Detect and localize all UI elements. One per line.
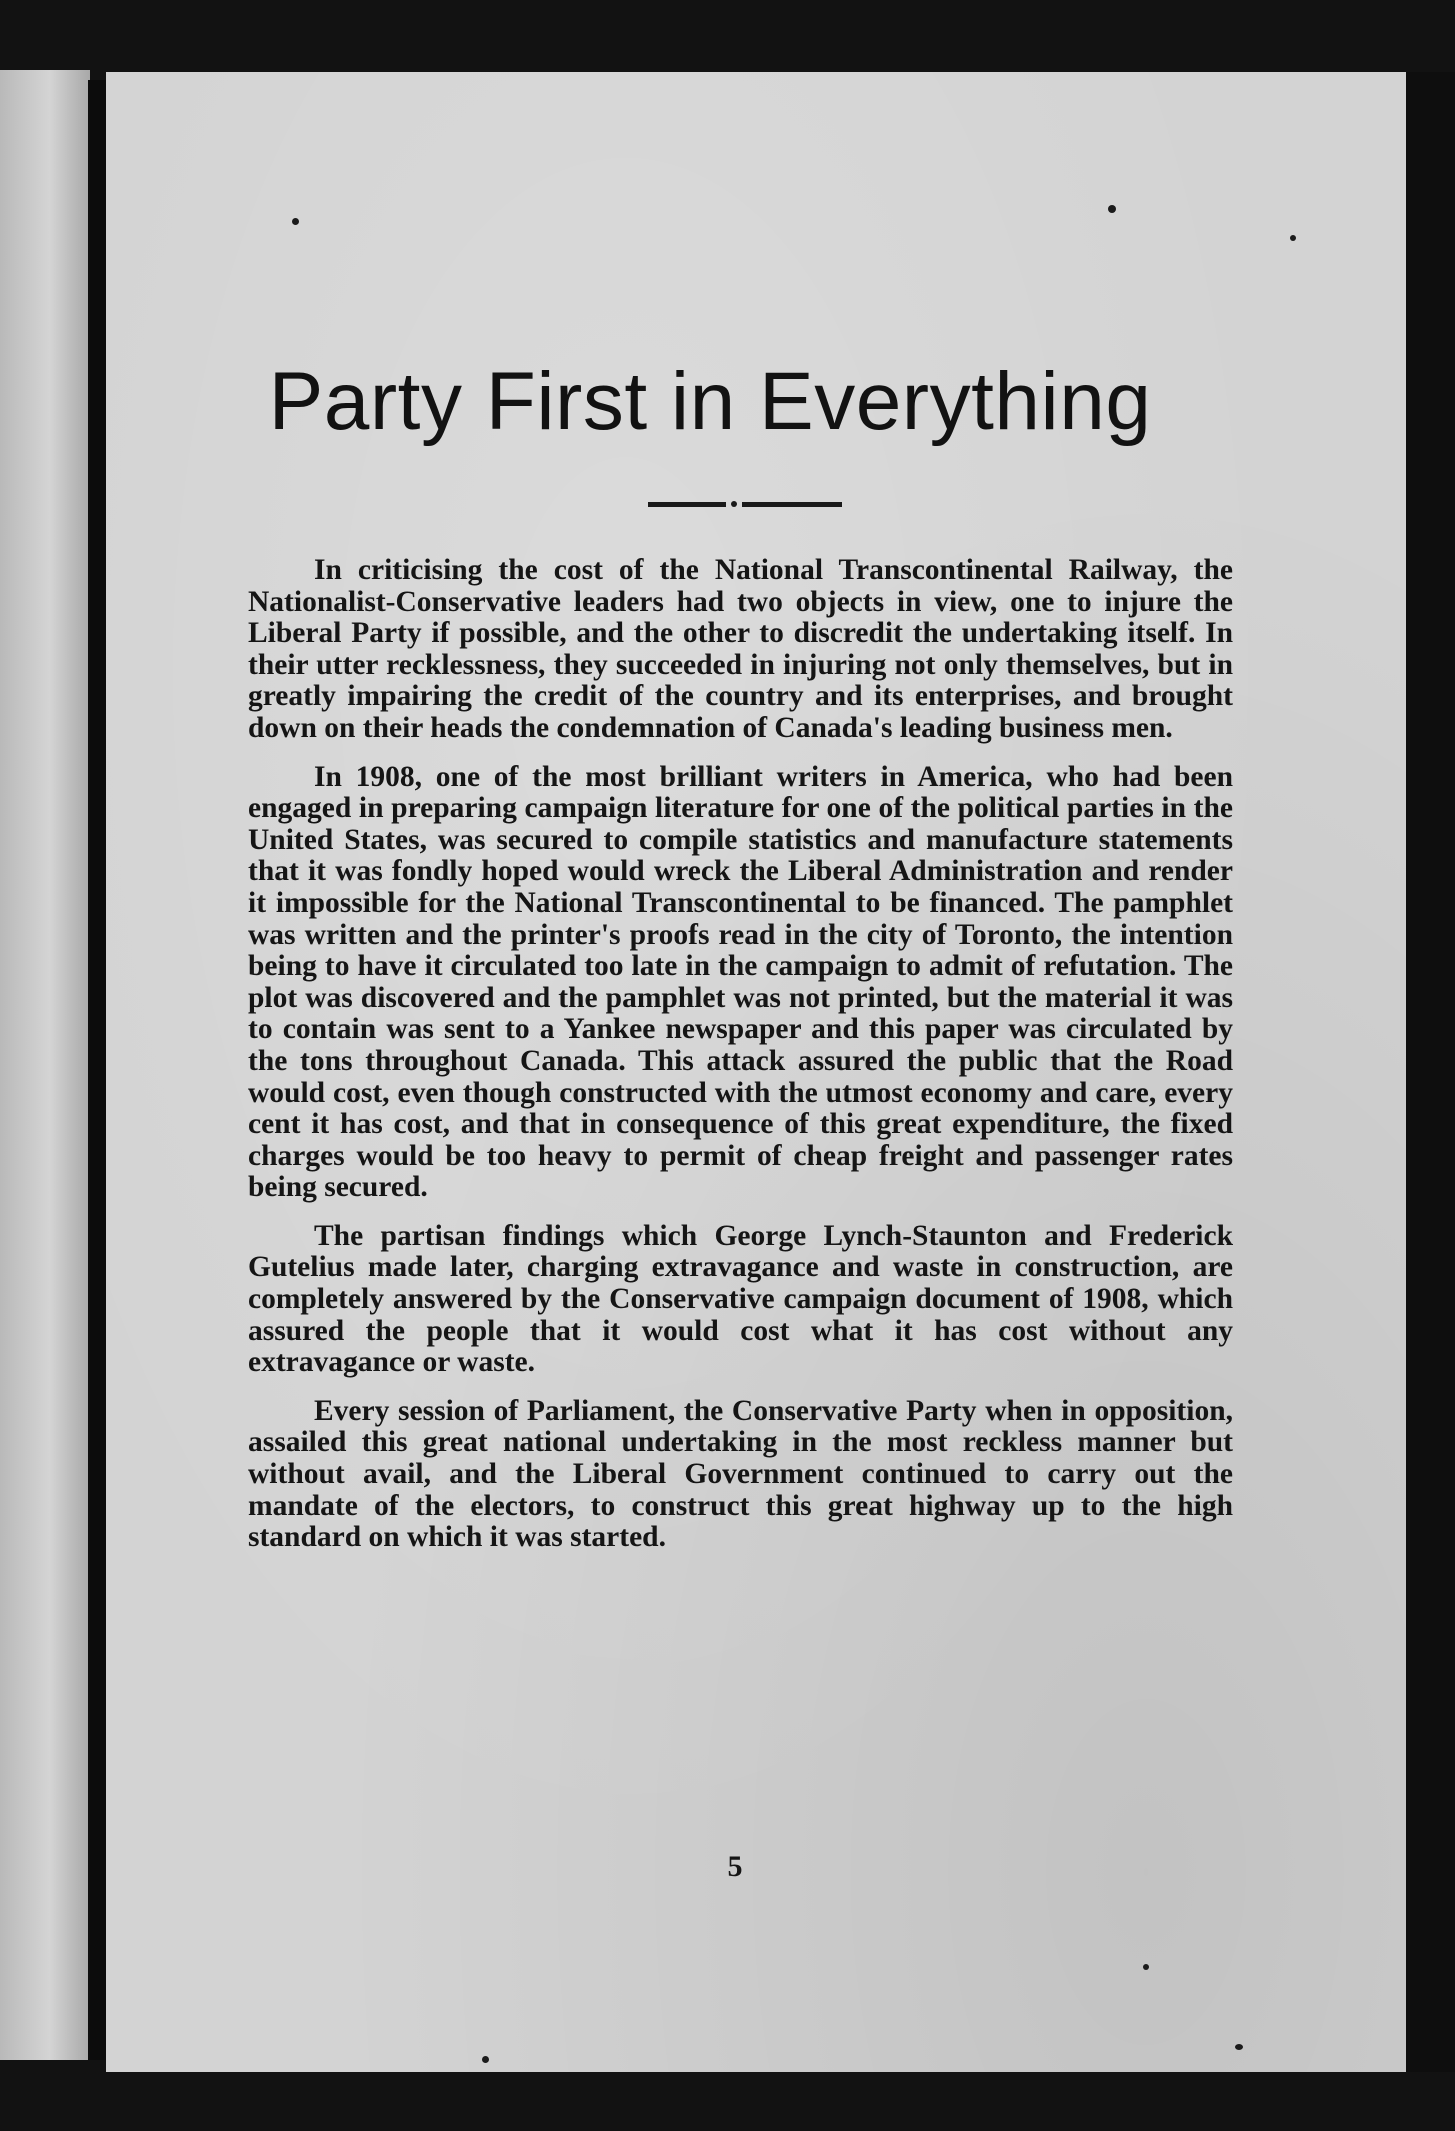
title-divider-dot xyxy=(731,501,737,507)
paragraph-1: In criticising the cost of the National Transcontinental Railway, the Nationalist-Conservative leaders had two objects in view, one to injure the Liberal Party if possible, and the other to discredit the undertaking itself. In their utter recklessness, they succeeded in injuring not only themselves, but in greatly impairing the credit of the country and its enterprises, and brought down on their heads the condemnation of Canada's leading business men. xyxy=(248,554,1233,744)
paragraph-2: In 1908, one of the most brilliant writers in America, who had been engaged in preparing campaign literature for one of the political parties in the United States, was secured to compile statistics and manufacture statements that it was fondly hoped would wreck the Liberal Administration and render it impossible for the National Transcontinental to be financed. The pamphlet was written and the printer's proofs read in the city of Toronto, the intention being to have it circulated too late in the campaign to admit of refutation. The plot was discovered and the pamphlet was not printed, but the material it was to contain was sent to a Yankee newspaper and this paper was circulated by the tons throughout Canada. This attack assured the public that the Road would cost, even though constructed with the utmost economy and care, every cent it has cost, and that in consequence of this great expenditure, the fixed charges would be too heavy to permit of cheap freight and passenger rates being secured. xyxy=(248,760,1233,1204)
ink-speck xyxy=(1290,235,1296,241)
ink-speck xyxy=(292,218,299,225)
page-number: 5 xyxy=(727,1850,743,1883)
title-divider-right xyxy=(742,502,842,507)
ink-speck xyxy=(1235,2044,1243,2050)
title-divider-left xyxy=(648,502,726,507)
paragraph-4: Every session of Parliament, the Conservative Party when in opposition, assailed this great national undertaking in the most reckless manner but without avail, and the Liberal Government continued to carry out the mandate of the electors, to construct this great highway up to the high standard on which it was started. xyxy=(248,1394,1233,1554)
ink-speck xyxy=(1108,205,1116,213)
page-border-right xyxy=(1406,72,1455,2072)
ink-speck xyxy=(482,2056,489,2063)
adjacent-page-edge xyxy=(0,70,90,2060)
binding-edge xyxy=(88,80,108,2060)
page-title: Party First in Everything xyxy=(268,356,1152,447)
paragraph-3: The partisan findings which George Lynch-Staunton and Frederick Gutelius made later, charging extravagance and waste in construction, are completely answered by the Conservative campaign document of 1908, which assured the people that it would cost what it has cost without any extravagance or waste. xyxy=(248,1219,1233,1379)
body-text xyxy=(248,555,1233,1571)
ink-speck xyxy=(1143,1964,1149,1970)
